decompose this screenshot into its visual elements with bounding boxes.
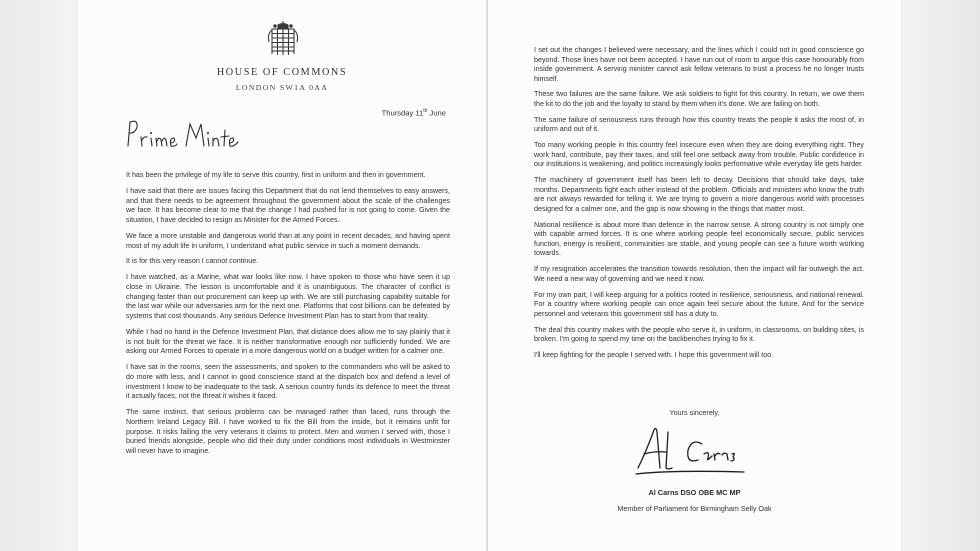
paragraph: It is for this very reason I cannot continue. [126, 257, 259, 266]
closing-salutation: Yours sincerely, [669, 408, 720, 417]
letter-date [382, 108, 446, 118]
paragraph: We face a more unstable and dangerous world than at any point in recent decades, and having spent most of my adult life in uniform, I understand what public service in such a moment demands. [126, 231, 450, 250]
letter-body-left [126, 171, 450, 463]
paragraph: The same instinct, that serious problems can be managed rather than faced, runs through the Northern Ireland Legacy Bill. I have worked to fix the Bill from the inside, but it remains unfit for purpose. It risks failing the very veterans it claims to protect. Men and women I served with, those I buried friends alongside, people who did their duty under conditions most individuals in Westminster will never have to imagine. [126, 408, 450, 456]
paragraph: The machinery of government itself has been left to decay. Decisions that should take days, take months. Departments fight each other instead of the problem. Officials and ministers who know the truth are not always rewarded for telling it. We are trying to govern a more dangerous world with processes designed for a calmer one, and the gap is now showing in the things that matter most. [534, 176, 864, 213]
handwritten-greeting [124, 116, 244, 160]
letter-page-left [78, 0, 486, 551]
letter-body-right [534, 46, 864, 367]
paragraph: While I had no hand in the Defence Investment Plan, that distance does allow me to say plainly that it is not built for the threat we face. It is neither transformative enough nor sufficiently funded. We are asking our Armed Forces to operate in a more dangerous world on a budget written for a calmer one. [126, 328, 450, 356]
paragraph: It has been the privilege of my life to serve this country, first in uniform and then in government. [126, 171, 426, 179]
background-left [0, 0, 78, 551]
paragraph: I set out the changes I believed were necessary, and the lines which I could not in good conscience go beyond. Those lines have not been accepted. I have run out of room to argue this case honourably from inside government. A serving minister cannot ask fellow veterans to trust a process he no longer trusts himself. [534, 46, 864, 83]
paragraph: The deal this country makes with the people who serve it, in uniform, in classrooms, on building sites, is broken. I'm going to spend my time on the backbenches trying to fix it. [534, 325, 864, 344]
paragraph: I'll keep fighting for the people I served with. I hope this government will too. [534, 350, 774, 359]
paragraph: If my resignation accelerates the transition towards resolution, then the impact will far outweigh the act. We need a new way of governing and we need it now. [534, 265, 864, 283]
signatory-role: Member of Parliament for Birmingham Selly Oak [617, 504, 772, 513]
date-month: June [427, 108, 446, 118]
paragraph: National resilience is about more than defence in the narrow sense. A strong country is not simply one with capable armed forces. It is one where working people feel economically secure, public services function, energy is resilient, communities are stable, and young people can see a future worth working towards. [534, 220, 864, 258]
letter-page-right [488, 0, 901, 551]
letterhead-title: HOUSE OF COMMONS [216, 67, 348, 78]
paragraph: I have watched, as a Marine, what war looks like now. I have spoken to those who have seen it up close in Ukraine. The lesson is uncomfortable and it is unambiguous. The character of conflict is changing faster than our procurement can keep up with. We are still purchasing capability suitable for the last war while our adversaries arm for the next one. Platforms that cost billions can be defeated by systems that cost thousands. Any serious Defence Investment Plan has to start from that reality. [126, 273, 450, 321]
paragraph: These two failures are the same failure. We ask soldiers to fight for this country. In return, we owe them the kit to do the job and the loyalty to stand by them when it's done. We are failing on both. [534, 90, 864, 109]
handwritten-signature [632, 424, 750, 482]
date-suffix: th [423, 108, 428, 114]
paragraph: The same failure of seriousness runs through how this country treats the people it asks the most of, in uniform and out of it. [534, 115, 864, 134]
signatory-name: Al Carns DSO OBE MC MP [648, 488, 741, 497]
letterhead-address: LONDON SW1A 0AA [235, 83, 329, 92]
paragraph: I have said that there are issues facing this Department that do not lend themselves to easy answers, and that there needs to be agreement throughout the government about the scale of the challenges we face. It has become clear to me that the change I had pushed for is not going to come. Given the situation, I have decided to resign as Minister for the Armed Forces. [126, 186, 450, 224]
background-right [900, 0, 980, 551]
portcullis-crest-icon [266, 20, 300, 58]
paragraph: Too many working people in this country feel insecure even when they are doing everything right. They work hard, contribute, pay their taxes, and still feel one setback away from trouble. Public confidence in our institutions is weakening, and politics increasingly looks performative while everyday life gets harder. [534, 141, 864, 169]
date-day: Thursday 11 [381, 108, 424, 118]
paragraph: I have sat in the rooms, seen the assessments, and spoken to the commanders who will be asked to do more with less, and I cannot in good conscience stand at the dispatch box and defend a level of investment I know to be inadequate to the task. A serious country funds its defence to meet the threat it actually faces, not the threat it wishes it faced. [126, 363, 450, 401]
paragraph: For my own part, I will keep arguing for a politics rooted in resilience, seriousness, and national renewal. For a country where working people can once again feel secure about the future. And for the service personnel and veterans this government still has a duty to. [534, 290, 864, 318]
